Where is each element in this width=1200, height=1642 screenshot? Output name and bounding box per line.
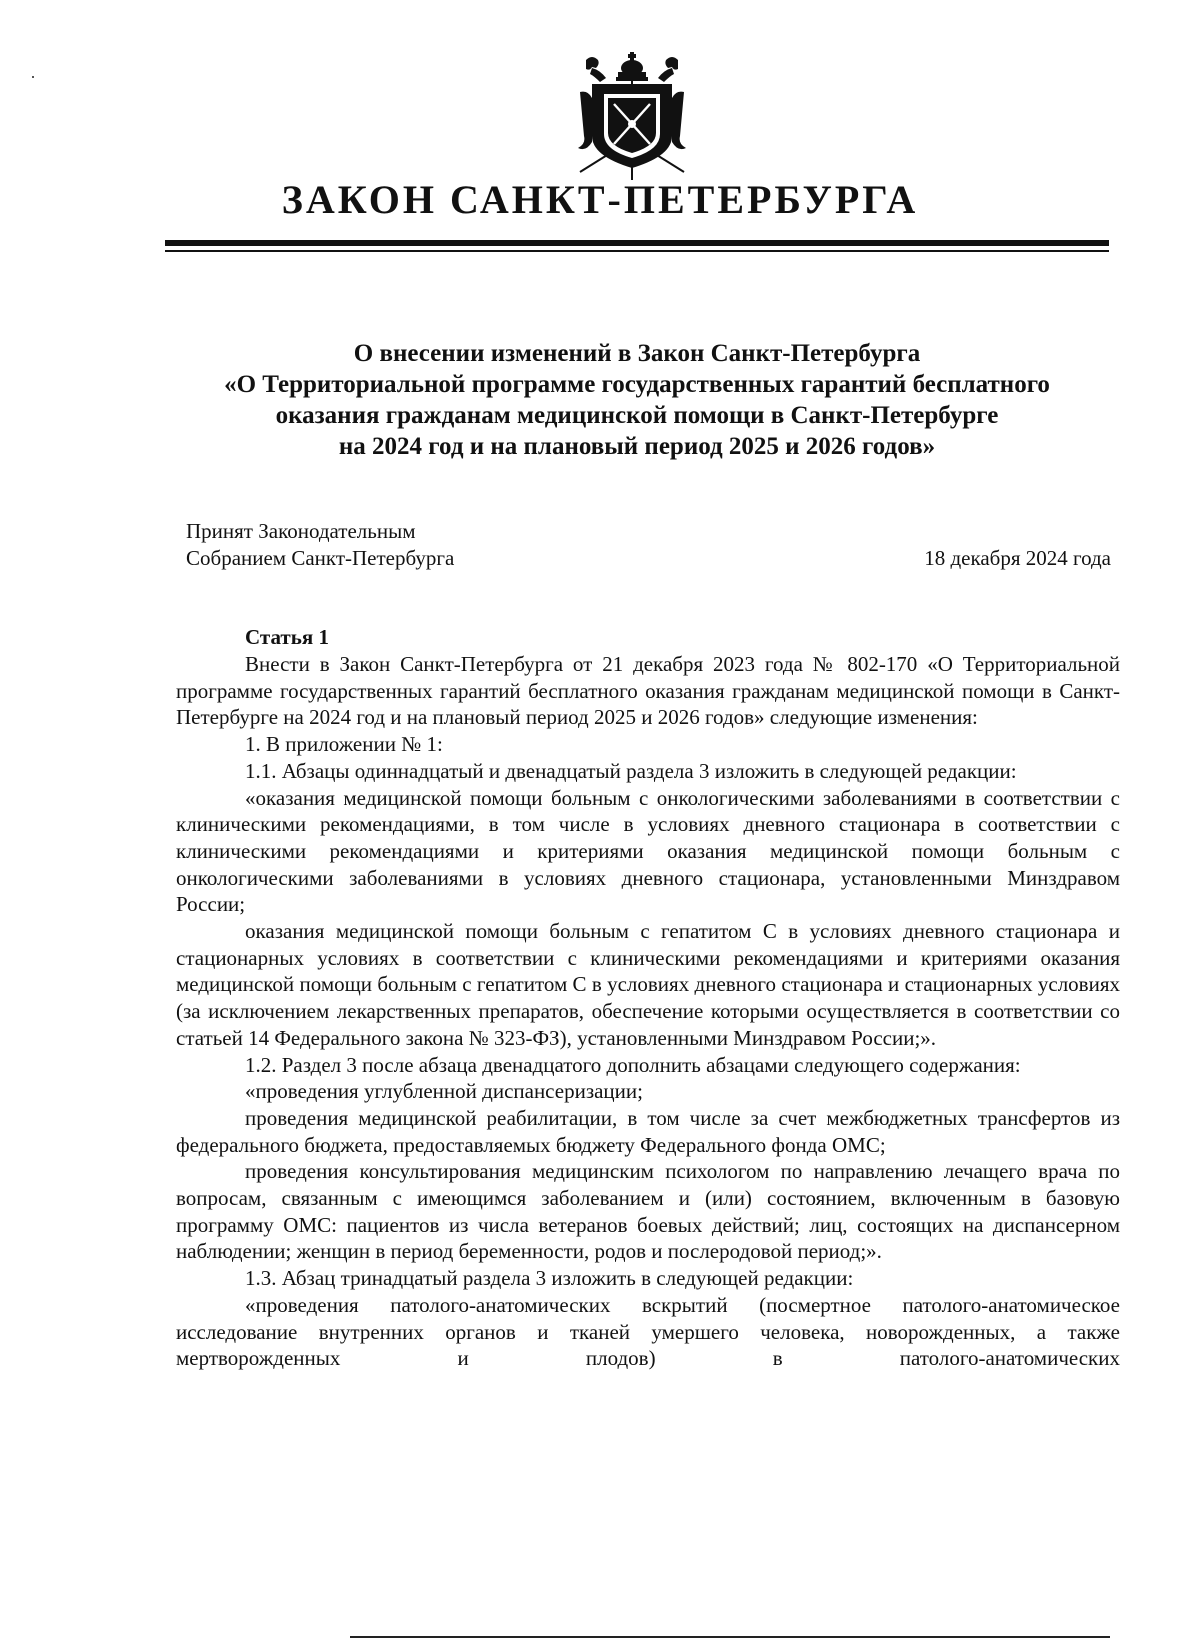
adoption-line: Собранием Санкт-Петербурга bbox=[186, 546, 455, 570]
title-rule-thin bbox=[165, 250, 1109, 252]
adoption-date: 18 декабря 2024 года bbox=[924, 546, 1111, 570]
paragraph: 1. В приложении № 1: bbox=[245, 732, 443, 757]
paragraph: оказания медицинской помощи больным с гепатитом С в условиях дневного стационара и стационарных условиях в соответствии с клиническими рекомендациями и критериями оказания медицинской помощи больным с гепатитом С в условиях дневного стационара и стационарных условиях (за исключением лекарственных препаратов, обеспечение которыми осуществляется в соответствии со статьей 14 Федерального закона № 323-ФЗ), установленными Минздравом России;». bbox=[176, 919, 1120, 1050]
title-rule-thick bbox=[165, 240, 1109, 246]
paragraph: Внести в Закон Санкт-Петербурга от 21 декабря 2023 года № 802-170 «О Территориальной программе государственных гарантий бесплатного оказания гражданам медицинской помощи в Санкт-Петербурге на 2024 год и на плановый период 2025 и 2026 годов» следующие изменения: bbox=[176, 652, 1120, 730]
paragraph: «проведения углубленной диспансеризации; bbox=[245, 1079, 643, 1104]
heading-line: «О Территориальной программе государственных гарантий бесплатного bbox=[224, 371, 1050, 398]
page-bottom-line bbox=[350, 1636, 1110, 1638]
scan-speck bbox=[32, 76, 34, 78]
adoption-note bbox=[186, 518, 454, 572]
adoption-line: Принят Законодательным bbox=[186, 519, 416, 543]
paragraph: проведения медицинской реабилитации, в том числе за счет межбюджетных трансфертов из федерального бюджета, предоставляемых бюджету Федерального фонда ОМС; bbox=[176, 1105, 1120, 1157]
coat-of-arms-emblem bbox=[572, 52, 692, 182]
heading-line: на 2024 год и на плановый период 2025 и 2026 годов» bbox=[338, 433, 936, 460]
paragraph: «оказания медицинской помощи больным с онкологическими заболеваниями в соответствии с клиническими рекомендациями, в том числе в условиях дневного стационара в соответствии с клиническими рекомендациями и критериями оказания медицинской помощи больным с онкологическими заболеваниями в условиях дневного стационара, установленными Минздравом России; bbox=[176, 785, 1120, 917]
heading-line: О внесении изменений в Закон Санкт-Петербурга bbox=[353, 340, 921, 367]
paragraph: 1.3. Абзац тринадцатый раздела 3 изложить в следующей редакции: bbox=[245, 1266, 854, 1291]
law-title: ЗАКОН САНКТ-ПЕТЕРБУРГА bbox=[281, 177, 919, 222]
paragraph: проведения консультирования медицинским психологом по направлению лечащего врача по вопросам, связанным с имеющимся заболеванием и (или) состоянием, включенным в базовую программу ОМС: пациентов из числа ветеранов боевых действий; лиц, состоящих на диспансерном наблюдении; женщин в период беременности, родов и послеродовой период;». bbox=[176, 1159, 1120, 1264]
document-heading bbox=[150, 338, 1124, 462]
paragraph: «проведения патолого-анатомических вскрытий (посмертное патолого-анатомическое исследование внутренних органов и тканей умершего человека, новорожденных, а также мертворожденных и плодов) в патолого-анатомических bbox=[176, 1292, 1120, 1371]
heading-line: оказания гражданам медицинской помощи в Санкт-Петербурге bbox=[275, 402, 999, 429]
article-title: Статья 1 bbox=[245, 625, 329, 649]
paragraph: 1.2. Раздел 3 после абзаца двенадцатого дополнить абзацами следующего содержания: bbox=[245, 1052, 1021, 1077]
paragraph: 1.1. Абзацы одиннадцатый и двенадцатый раздела 3 изложить в следующей редакции: bbox=[245, 758, 1017, 783]
article-body bbox=[176, 651, 1120, 1372]
